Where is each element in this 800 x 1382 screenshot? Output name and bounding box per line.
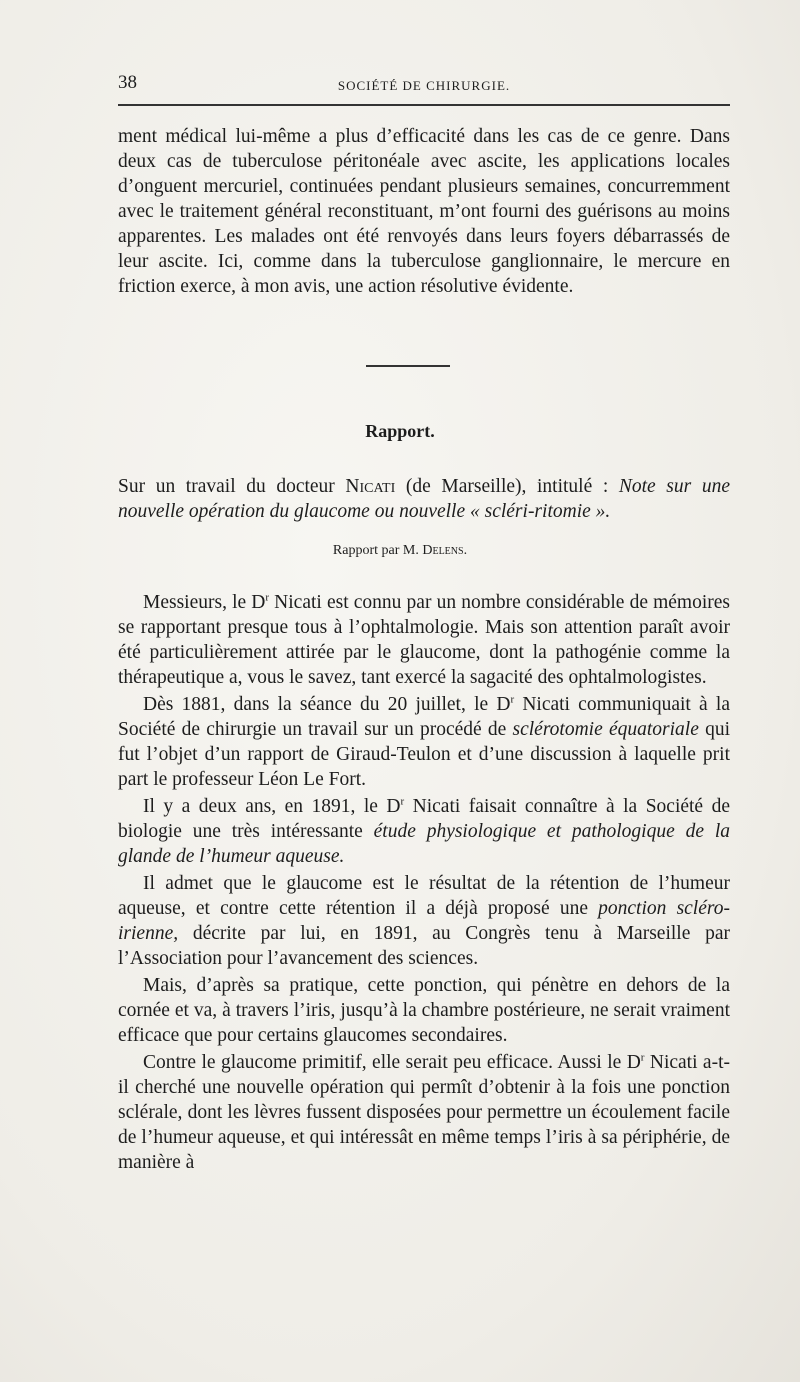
p3-b: Nicati faisait connaître à la Société de biologie une très intéressante [118,796,730,842]
section-title: Rapport. [365,421,435,441]
p4-a: Il admet que le glaucome est le résultat de la rétention de l’humeur aqueuse, et contre cette rétention il a déjà proposé une [118,873,730,919]
p2-c: qui fut l’objet d’un rapport de Giraud-Teulon et d’une discussion à laquelle prit part le professeur Léon Le Fort. [118,719,731,790]
byline-name: Delens. [422,543,468,558]
report-author: Nicati [345,476,396,497]
body-paragraph-1 [118,590,730,690]
paragraph-continued: ment médical lui-même a plus d’efficacité dans les cas de ce genre. Dans deux cas de tuberculose péritonéale avec ascite, les applications locales d’onguent mercuriel, continuées pendant plusieurs semaines, concurremment avec le traitement général reconstituant, m’ont fourni des guérisons au moins apparentes. Les malades ont été renvoyés dans leurs foyers débarrassés de leur ascite. Ici, comme dans la tuberculose ganglionnaire, le mercure en friction exerce, à mon avis, une action résolutive évidente. [118,126,730,297]
p1-sup: r [265,591,270,604]
running-head: SOCIÉTÉ DE CHIRURGIE. [337,78,511,93]
body-paragraph-3 [118,794,730,869]
p1-text: Messieurs, le D [143,592,266,613]
p2-sup: r [510,693,515,706]
report-byline [0,543,800,559]
p6-sup: r [640,1051,645,1064]
p2-b: Nicati communiquait à la Société de chirurgie un travail sur un procédé de [118,694,730,740]
p2-a: Dès 1881, dans la séance du 20 juillet, le D [143,694,511,715]
p2-italic: sclérotomie équatoriale [512,719,699,740]
byline-lead: Rapport par M. [332,543,419,558]
p6-a: Contre le glaucome primitif, elle serait peu efficace. Aussi le D [143,1052,641,1073]
body-paragraph-4 [118,871,730,971]
page-header [118,72,730,102]
page-number: 38 [118,72,137,93]
body-paragraph-5: Mais, d’après sa pratique, cette ponction, qui pénètre en dehors de la cornée et va, à travers l’iris, jusqu’à la chambre postérieure, ne serait vraiment efficace que pour certains glaucomes secondaires. [118,975,730,1046]
p1-rest: Nicati est connu par un nombre considérable de mémoires se rapportant presque tous à l’ophtalmologie. Mais son attention paraît avoir été particulièrement attirée par le glaucome, dont la pathogénie comme la thérapeutique a, vous le savez, tant exercé la sagacité des ophtalmologistes. [118,592,731,688]
report-title: Note sur une nouvelle opération du glaucome ou nouvelle « scléri-ritomie ». [118,476,730,522]
p4-b: décrite par lui, en 1891, au Congrès tenu à Marseille par l’Association pour l’avancement des sciences. [118,923,730,969]
body-paragraph-6 [118,1050,730,1175]
report-middle: (de Marseille), intitulé : [405,476,609,497]
report-intro [118,474,730,524]
p6-b: Nicati a-t-il cherché une nouvelle opération qui permît d’obtenir à la fois une ponction sclérale, dont les lèvres fussent disposées pour permettre un écoulement facile de l’humeur aqueuse, et qui intéressât en même temps l’iris à sa périphérie, de manière à [118,1052,730,1173]
section-divider [366,365,450,367]
header-rule [118,104,730,106]
body-paragraph-2 [118,692,730,792]
p3-sup: r [400,795,405,808]
p3-italic: étude physiologique et pathologique de la glande de l’humeur aqueuse. [118,821,731,867]
p3-a: Il y a deux ans, en 1891, le D [143,796,401,817]
report-lead: Sur un travail du docteur [118,476,335,497]
p4-italic: ponction scléro-irienne, [118,898,730,944]
report-body [118,590,730,1177]
